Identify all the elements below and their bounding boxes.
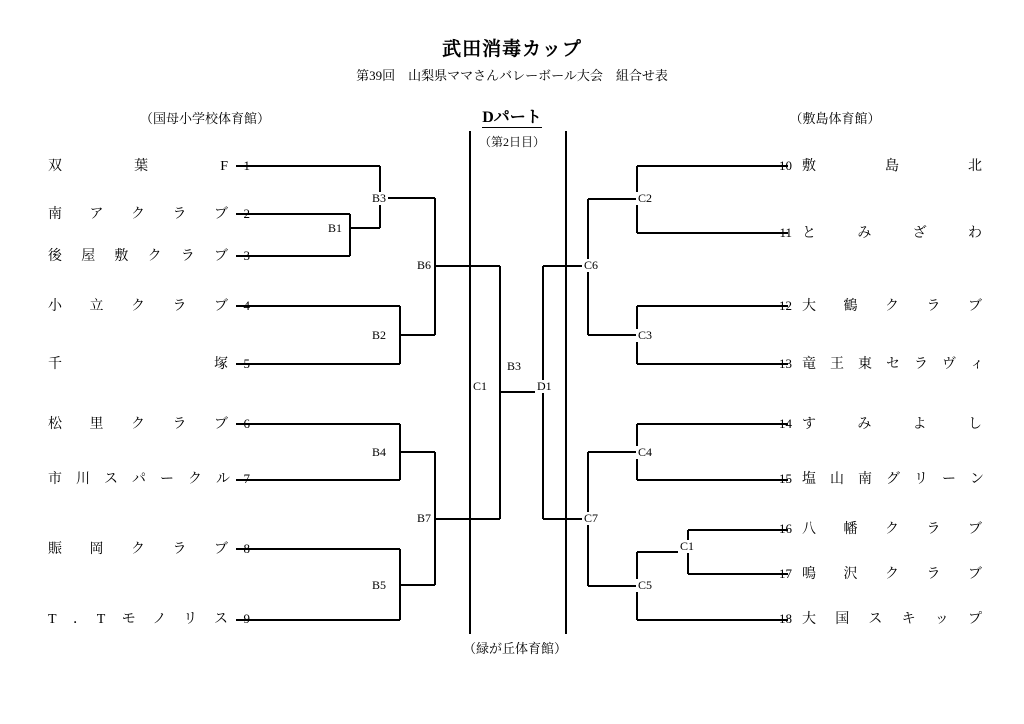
team-name: 大 国 ス キ ッ プ bbox=[802, 612, 982, 627]
team-seed: 17 bbox=[779, 566, 792, 581]
match-node-c1-center: C1 bbox=[473, 379, 488, 393]
match-node-d1: D1 bbox=[537, 379, 552, 393]
team-name: 千 塚 bbox=[48, 357, 228, 372]
team-seed: 2 bbox=[243, 206, 250, 221]
team-name: 後 屋 敷 ク ラ ブ bbox=[48, 249, 228, 264]
team-name: 南 ア ク ラ ブ bbox=[48, 207, 228, 222]
match-node-b1: B1 bbox=[328, 221, 343, 235]
match-node-b3-center: B3 bbox=[507, 359, 522, 373]
match-node-b3-left: B3 bbox=[372, 191, 387, 205]
match-node-c2: C2 bbox=[638, 191, 653, 205]
match-node-c6: C6 bbox=[584, 258, 599, 272]
team-seed: 7 bbox=[243, 471, 250, 486]
match-node-c1-right: C1 bbox=[680, 539, 695, 553]
team-name: 賑 岡 ク ラ ブ bbox=[48, 542, 228, 557]
match-node-b6: B6 bbox=[417, 258, 432, 272]
venue-bottom-label: （緑が丘体育館） bbox=[462, 641, 567, 656]
team-seed: 9 bbox=[243, 611, 250, 626]
team-seed: 11 bbox=[779, 225, 792, 240]
match-node-b2: B2 bbox=[372, 328, 387, 342]
match-node-b7: B7 bbox=[417, 511, 432, 525]
team-name: 竜 王 東 セ ラ ヴ ィ bbox=[802, 357, 984, 372]
team-seed: 6 bbox=[243, 416, 250, 431]
match-node-b5: B5 bbox=[372, 578, 387, 592]
team-name: 松 里 ク ラ ブ bbox=[48, 417, 228, 432]
team-seed: 1 bbox=[243, 158, 250, 173]
match-node-c5: C5 bbox=[638, 578, 653, 592]
team-name: 敷 島 北 bbox=[802, 159, 982, 174]
team-seed: 15 bbox=[779, 471, 792, 486]
team-name: T ． T モ ノ リ ス bbox=[48, 612, 228, 627]
match-node-c3: C3 bbox=[638, 328, 653, 342]
team-seed: 12 bbox=[779, 298, 792, 313]
team-seed: 8 bbox=[243, 541, 250, 556]
match-node-c7: C7 bbox=[584, 511, 599, 525]
team-seed: 13 bbox=[779, 356, 792, 371]
team-name: 八 幡 ク ラ ブ bbox=[802, 522, 982, 537]
page-subtitle: 第39回 山梨県ママさんバレーボール大会 組合せ表 bbox=[356, 68, 668, 83]
venue-right-label: （敷島体育館） bbox=[789, 111, 881, 126]
team-seed: 18 bbox=[779, 611, 792, 626]
team-name: 双 葉 F bbox=[48, 159, 228, 174]
day-note: （第2日目） bbox=[478, 135, 545, 149]
team-name: 塩 山 南 グ リ ー ン bbox=[802, 472, 984, 487]
team-name: 鳴 沢 ク ラ ブ bbox=[802, 567, 982, 582]
team-name: す み よ し bbox=[802, 417, 982, 432]
page-title: 武田消毒カップ bbox=[442, 39, 582, 60]
venue-left-label: （国母小学校体育館） bbox=[139, 111, 270, 126]
team-name: と み ざ わ bbox=[802, 226, 982, 241]
team-name: 大 鶴 ク ラ ブ bbox=[802, 299, 982, 314]
match-node-c4: C4 bbox=[638, 445, 653, 459]
part-title-text: Dパート bbox=[482, 109, 542, 126]
team-seed: 4 bbox=[243, 298, 250, 313]
team-seed: 16 bbox=[779, 521, 792, 536]
team-seed: 3 bbox=[243, 248, 250, 263]
team-seed: 14 bbox=[779, 416, 792, 431]
team-name: 小 立 ク ラ ブ bbox=[48, 299, 228, 314]
team-name: 市 川 ス パ ー ク ル bbox=[48, 472, 230, 487]
match-node-b4: B4 bbox=[372, 445, 387, 459]
team-seed: 10 bbox=[779, 158, 792, 173]
team-seed: 5 bbox=[243, 356, 250, 371]
